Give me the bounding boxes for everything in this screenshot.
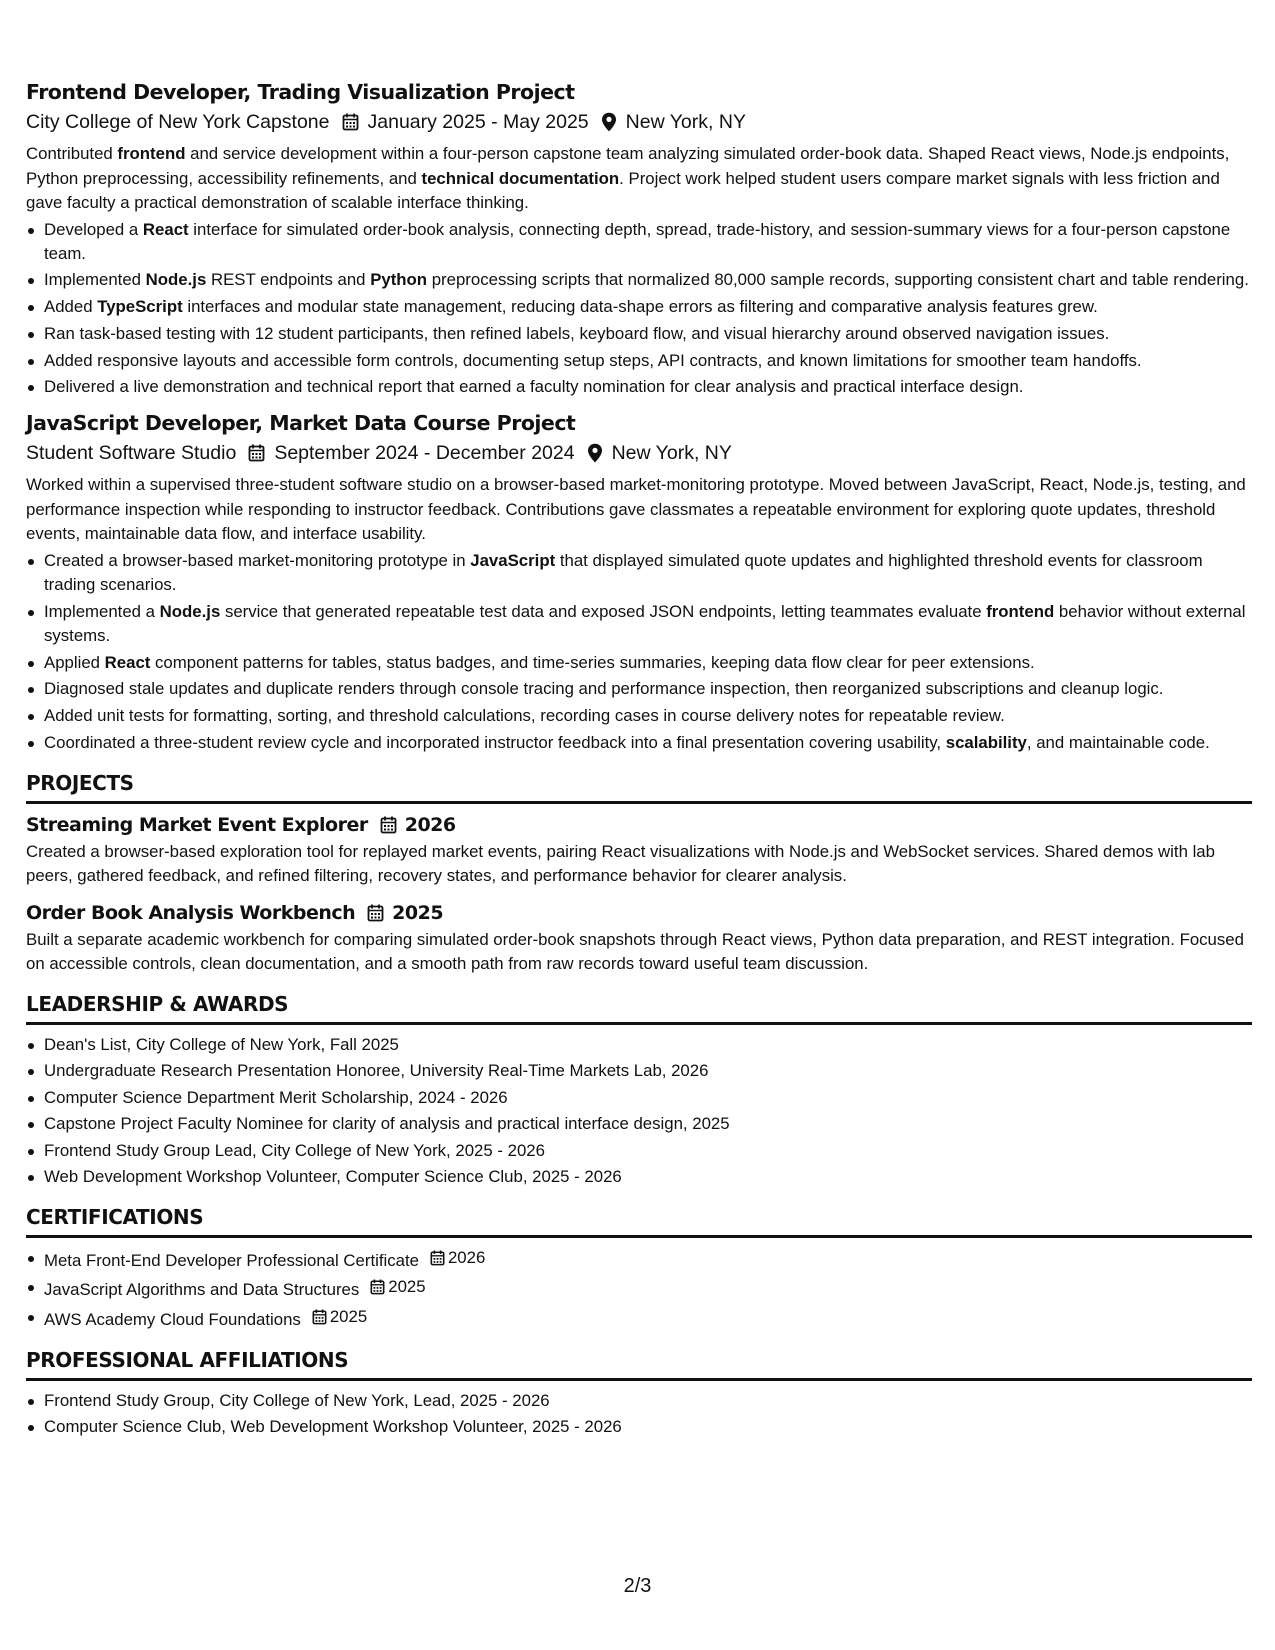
certification-name: AWS Academy Cloud Foundations [44, 1309, 301, 1329]
list-item: Web Development Workshop Volunteer, Computer Science Club, 2025 - 2026 [26, 1165, 1252, 1189]
map-pin-icon [601, 112, 617, 132]
project-name: Streaming Market Event Explorer [26, 813, 368, 836]
certifications-list [26, 1246, 1252, 1332]
experience-entry [26, 409, 1252, 754]
list-item: Added responsive layouts and accessible form controls, documenting setup steps, API contracts, and known limitations for smoother team handoffs. [26, 349, 1252, 373]
job-bullets [26, 549, 1252, 755]
list-item: Delivered a live demonstration and technical report that earned a faculty nomination for clear analysis and practical interface design. [26, 375, 1252, 399]
project-entry [26, 900, 1252, 976]
calendar-icon [367, 904, 384, 922]
project-year: 2026 [404, 813, 456, 836]
affiliations-heading: PROFESSIONAL AFFILIATIONS [26, 1346, 1252, 1381]
projects-heading: PROJECTS [26, 769, 1252, 804]
certifications-heading: CERTIFICATIONS [26, 1203, 1252, 1238]
project-description: Created a browser-based exploration tool for replayed market events, pairing React visualizations with Node.js and WebSocket services. Shared demos with lab peers, gathered feedback, and refined filtering, recovery states, and performance behavior for clearer analysis. [26, 841, 1215, 885]
list-item: Added unit tests for formatting, sorting, and threshold calculations, recording cases in course delivery notes for repeatable review. [26, 704, 1252, 728]
list-item: Undergraduate Research Presentation Honoree, University Real-Time Markets Lab, 2026 [26, 1059, 1252, 1083]
calendar-icon [380, 816, 397, 834]
job-title: Frontend Developer, Trading Visualization Project [26, 80, 575, 104]
job-bullets [26, 218, 1252, 400]
calendar-icon [370, 1279, 385, 1295]
list-item: Computer Science Club, Web Development Workshop Volunteer, 2025 - 2026 [26, 1415, 1252, 1439]
job-organization: City College of New York Capstone [26, 111, 330, 133]
map-pin-icon [587, 443, 603, 463]
list-item: Developed a React interface for simulated order-book analysis, connecting depth, spread, trade-history, and session-summary views for a four-person capstone team. [26, 218, 1252, 266]
list-item: Capstone Project Faculty Nominee for clarity of analysis and practical interface design, 2025 [26, 1112, 1252, 1136]
project-year: 2025 [392, 901, 444, 924]
list-item: Implemented Node.js REST endpoints and Python preprocessing scripts that normalized 80,000 sample records, supporting consistent chart and table rendering. [26, 268, 1252, 292]
list-item: Coordinated a three-student review cycle and incorporated instructor feedback into a final presentation covering usability, scalability, and maintainable code. [26, 731, 1252, 755]
job-dates: January 2025 - May 2025 [367, 111, 589, 133]
job-meta [26, 439, 1252, 467]
affiliations-list [26, 1389, 1252, 1439]
list-item: Ran task-based testing with 12 student participants, then refined labels, keyboard flow, and visual hierarchy around observed navigation issues. [26, 322, 1252, 346]
certification-name: Meta Front-End Developer Professional Certificate [44, 1250, 419, 1270]
page-number: 2/3 [623, 1575, 652, 1597]
certification-year: 2026 [447, 1247, 486, 1267]
list-item: Dean's List, City College of New York, Fall 2025 [26, 1033, 1252, 1057]
certification-year: 2025 [329, 1306, 368, 1326]
list-item: Diagnosed stale updates and duplicate renders through console tracing and performance inspection, then reorganized subscriptions and cleanup logic. [26, 677, 1252, 701]
calendar-icon [342, 113, 359, 131]
certification-year: 2025 [388, 1277, 426, 1297]
certification-name: JavaScript Algorithms and Data Structures [44, 1280, 360, 1300]
leadership-list [26, 1033, 1252, 1189]
job-summary: Contributed frontend and service development within a four-person capstone team analyzing simulated order-book data. Shaped React views, Node.js endpoints, Python preprocessing, accessibility refinements, and technical documentation. Project work helped student users compare market signals with less friction and gave faculty a practical demonstration of scalable interface thinking. [26, 144, 1230, 212]
job-meta [26, 108, 1252, 136]
list-item: Frontend Study Group Lead, City College of New York, 2025 - 2026 [26, 1139, 1252, 1163]
list-item: Computer Science Department Merit Scholarship, 2024 - 2026 [26, 1086, 1252, 1110]
job-title: JavaScript Developer, Market Data Course Project [26, 411, 576, 436]
job-summary: Worked within a supervised three-student software studio on a browser-based market-monitoring prototype. Moved between JavaScript, React, Node.js, testing, and performance inspection while responding to instructor feedback. Contributions gave classmates a repeatable environment for exploring quote updates, threshold events, maintainable data flow, and interface usability. [26, 475, 1246, 544]
experience-entry [26, 78, 1252, 399]
list-item: Applied React component patterns for tables, status badges, and time-series summaries, keeping data flow clear for peer extensions. [26, 651, 1252, 675]
job-location: New York, NY [611, 442, 732, 465]
list-item [26, 1246, 1252, 1273]
list-item [26, 1275, 1252, 1302]
calendar-icon [312, 1309, 327, 1325]
list-item: Frontend Study Group, City College of New York, Lead, 2025 - 2026 [26, 1389, 1252, 1413]
calendar-icon [248, 444, 265, 462]
job-location: New York, NY [625, 111, 746, 133]
list-item [26, 1305, 1252, 1332]
list-item: Implemented a Node.js service that generated repeatable test data and exposed JSON endpoints, letting teammates evaluate frontend behavior without external systems. [26, 600, 1252, 648]
project-description: Built a separate academic workbench for comparing simulated order-book snapshots through React views, Python data preparation, and REST integration. Focused on accessible controls, clean documentation, and a smooth path from raw records toward useful team discussion. [26, 929, 1244, 973]
list-item: Added TypeScript interfaces and modular state management, reducing data-shape errors as filtering and comparative analysis features grew. [26, 295, 1252, 319]
job-dates: September 2024 - December 2024 [274, 442, 575, 465]
project-name: Order Book Analysis Workbench [26, 901, 356, 924]
job-organization: Student Software Studio [26, 442, 237, 465]
resume-page [26, 78, 1252, 1441]
list-item: Created a browser-based market-monitoring prototype in JavaScript that displayed simulated quote updates and highlighted threshold events for classroom trading scenarios. [26, 549, 1252, 597]
project-entry [26, 812, 1252, 888]
calendar-icon [430, 1250, 445, 1266]
leadership-heading: LEADERSHIP & AWARDS [26, 990, 1252, 1025]
